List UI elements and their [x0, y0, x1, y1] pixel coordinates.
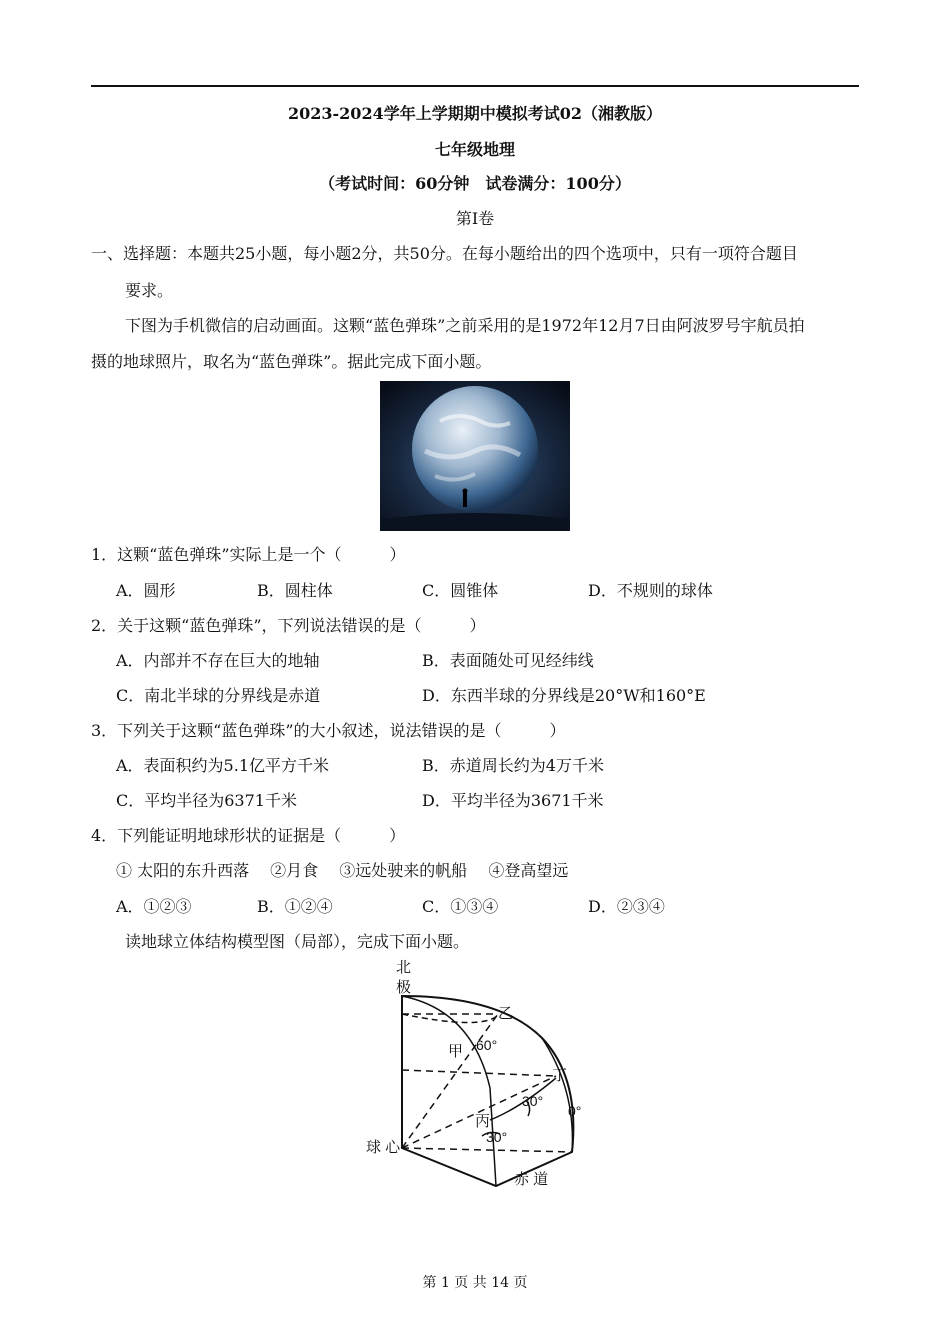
passage-2: 读地球立体结构模型图（局部），完成下面小题。	[125, 932, 470, 951]
q3-option-a[interactable]: A．表面积约为5.1亿平方千米	[116, 756, 330, 775]
label-north-1: 北	[396, 959, 412, 976]
q3-option-c[interactable]: C．平均半径为6371千米	[116, 791, 297, 810]
page-footer: 第 1 页 共 14 页	[422, 1275, 528, 1291]
meridian-arc	[402, 996, 496, 1186]
label-ding: 丁	[552, 1067, 568, 1084]
section-instruction-cont: 要求。	[125, 281, 174, 300]
q3-option-d[interactable]: D．平均半径为3671千米	[422, 791, 604, 810]
exam-title: 2023-2024学年上学期期中模拟考试02（湘教版）	[288, 104, 662, 123]
q2-option-b[interactable]: B．表面随处可见经纬线	[422, 651, 594, 670]
q2-option-d[interactable]: D．东西半球的分界线是20°W和160°E	[422, 686, 706, 705]
q1-option-b[interactable]: B．圆柱体	[257, 581, 333, 600]
label-center: 球 心	[366, 1139, 401, 1156]
volume-label: 第Ⅰ卷	[455, 209, 495, 228]
q4-evidence-items: ① 太阳的东升西落 ②月食 ③远处驶来的帆船 ④登高望远	[116, 861, 569, 880]
question-1: 1．这颗“蓝色弹珠”实际上是一个（ ）	[91, 545, 406, 564]
label-bing: 丙	[475, 1113, 491, 1130]
q2-option-c[interactable]: C．南北半球的分界线是赤道	[116, 686, 321, 705]
question-3: 3．下列关于这颗“蓝色弹珠”的大小叙述，说法错误的是（ ）	[91, 721, 566, 740]
label-north-2: 极	[396, 979, 412, 996]
q1-option-a[interactable]: A．圆形	[116, 581, 176, 600]
q1-option-c[interactable]: C．圆锥体	[422, 581, 499, 600]
label-zero-deg: 0°	[568, 1103, 582, 1119]
question-2: 2．关于这颗“蓝色弹珠”，下列说法错误的是（ ）	[91, 616, 486, 635]
question-4: 4．下列能证明地球形状的证据是（ ）	[91, 826, 406, 845]
subject-title: 七年级地理	[434, 140, 515, 159]
label-yi: 乙	[498, 1005, 514, 1022]
passage-text-cont: 摄的地球照片，取名为“蓝色弹珠”。据此完成下面小题。	[91, 352, 492, 371]
prime-meridian-arc	[542, 1038, 572, 1152]
passage-text: 下图为手机微信的启动画面。这颗“蓝色弹珠”之前采用的是1972年12月7日由阿波罗号宇航员拍	[125, 316, 805, 335]
q4-option-b[interactable]: B．①②④	[257, 897, 333, 916]
q3-option-b[interactable]: B．赤道周长约为4万千米	[422, 756, 604, 775]
outer-boundary	[402, 996, 573, 1186]
label-jia: 甲	[448, 1043, 464, 1060]
label-angle-30a: 30°	[522, 1093, 544, 1109]
earth-structure-diagram	[360, 958, 600, 1194]
q4-option-a[interactable]: A．①②③	[116, 897, 192, 916]
label-angle-60: 60°	[476, 1037, 498, 1053]
q4-option-d[interactable]: D．②③④	[588, 897, 665, 916]
earth-photo	[380, 381, 570, 531]
label-equator: 赤 道	[514, 1171, 549, 1188]
q2-option-a[interactable]: A．内部并不存在巨大的地轴	[116, 651, 320, 670]
section-instruction: 一、选择题：本题共25小题，每小题2分，共50分。在每小题给出的四个选项中，只有一项符合题目	[91, 244, 798, 263]
q4-option-c[interactable]: C．①③④	[422, 897, 499, 916]
label-angle-30b: 30°	[486, 1129, 508, 1145]
exam-info: （考试时间：60分钟 试卷满分：100分）	[319, 174, 631, 193]
top-rule	[91, 85, 859, 87]
q1-option-d[interactable]: D．不规则的球体	[588, 581, 713, 600]
